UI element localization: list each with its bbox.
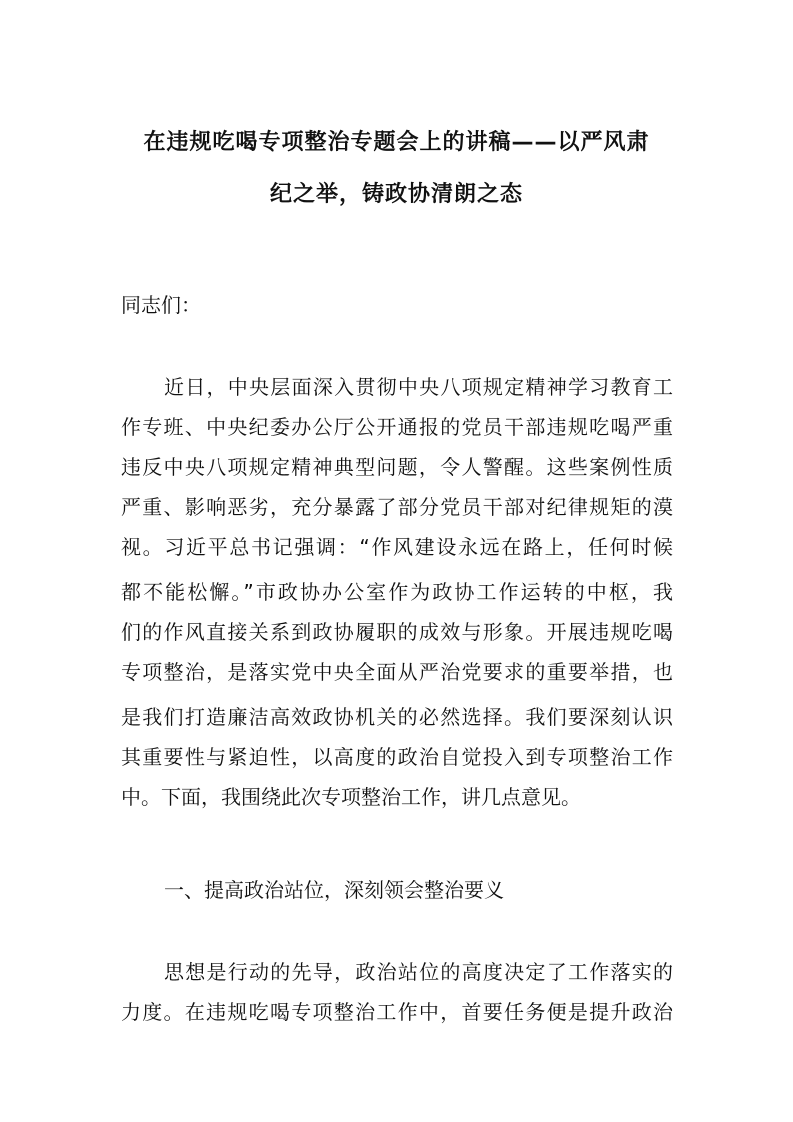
paragraph-1-line-5: 视。习近平总书记强调：“作风建设永远在路上，任何时候 <box>121 535 673 559</box>
paragraph-1-line-8: 专项整治，是落实党中央全面从严治党要求的重要举措，也 <box>121 660 673 684</box>
paragraph-1-line-6: 都不能松懈。”市政协办公室作为政协工作运转的中枢，我 <box>121 580 673 604</box>
paragraph-2-line-2: 力度。在违规吃喝专项整治工作中，首要任务便是提升政治 <box>121 1000 673 1024</box>
paragraph-1-line-2: 作专班、中央纪委办公厅公开通报的党员干部违规吃喝严重 <box>121 415 673 439</box>
paragraph-1-line-9: 是我们打造廉洁高效政协机关的必然选择。我们要深刻认识 <box>121 705 673 729</box>
document-title-line-2: 纪之举，铸政协清朗之态 <box>269 182 523 207</box>
paragraph-2-line-1: 思想是行动的先导，政治站位的高度决定了工作落实的 <box>164 960 673 984</box>
section-1-heading: 一、提高政治站位，深刻领会整治要义 <box>164 878 504 902</box>
paragraph-1-line-11: 中。下面，我围绕此次专项整治工作，讲几点意见。 <box>121 785 581 809</box>
paragraph-1-line-3: 违反中央八项规定精神典型问题，令人警醒。这些案例性质 <box>121 455 673 479</box>
paragraph-1-line-7: 们的作风直接关系到政协履职的成效与形象。开展违规吃喝 <box>121 620 673 644</box>
paragraph-1-line-10: 其重要性与紧迫性，以高度的政治自觉投入到专项整治工作 <box>121 745 673 769</box>
paragraph-1-line-4: 严重、影响恶劣，充分暴露了部分党员干部对纪律规矩的漠 <box>121 495 673 519</box>
document-title-line-1: 在违规吃喝专项整治专题会上的讲稿——以严风肃 <box>143 130 650 155</box>
salutation: 同志们： <box>121 293 201 317</box>
paragraph-1-line-1: 近日，中央层面深入贯彻中央八项规定精神学习教育工 <box>164 375 673 399</box>
